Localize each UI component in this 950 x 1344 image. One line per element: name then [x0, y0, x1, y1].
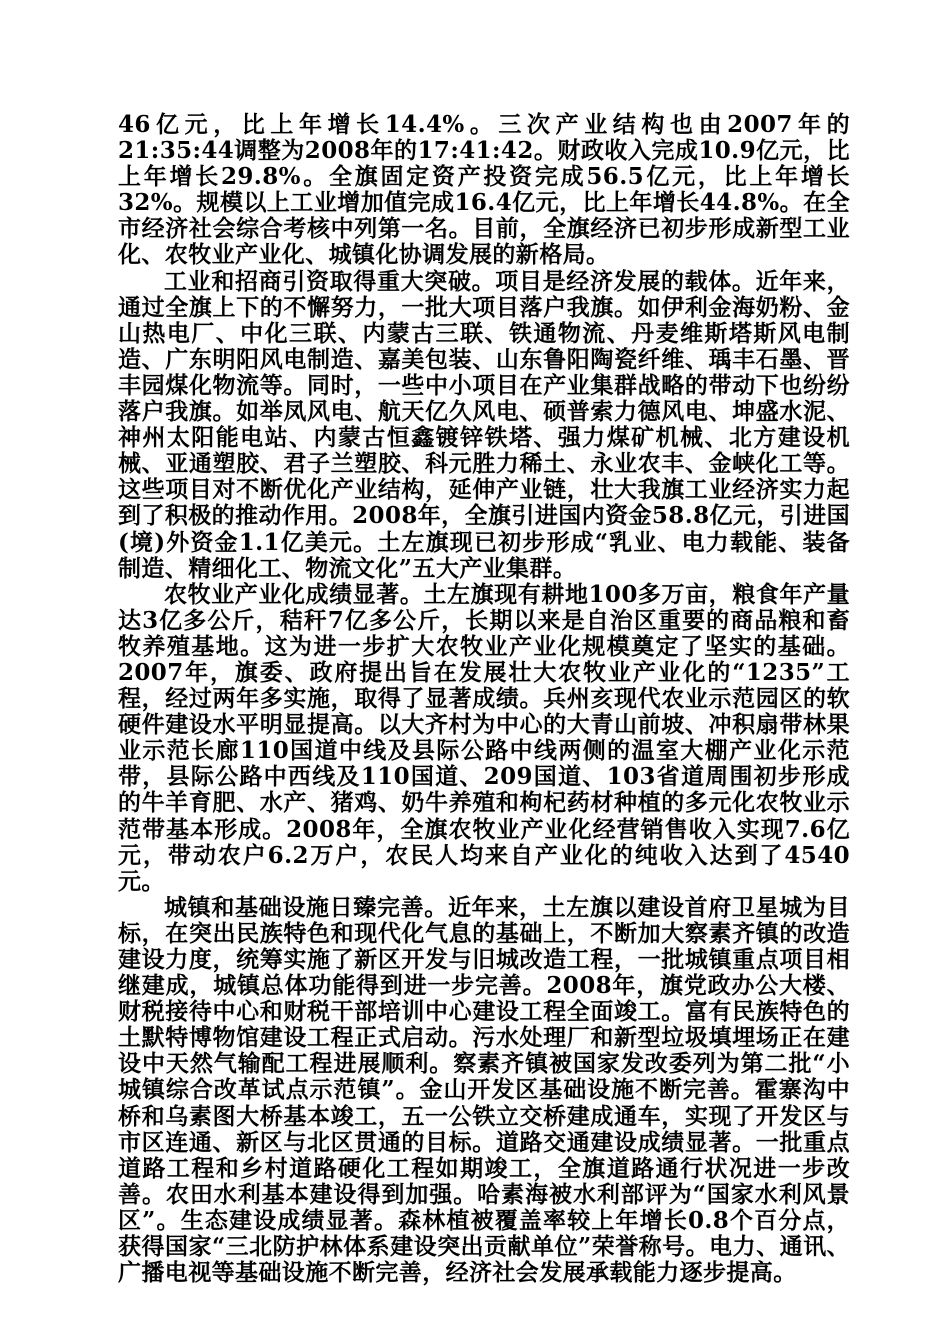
paragraph-industry-investment: 工业和招商引资取得重大突破。项目是经济发展的载体。近年来，通过全旗上下的不懈努力，一批大项目落户我旗。如伊利金海奶粉、金山热电厂、中化三联、内蒙古三联、铁通物流、丹麦维斯塔斯风电制造、广东明阳风电制造、嘉美包装、山东鲁阳陶瓷纤维、瑀丰石墨、晋丰园煤化物流等。同时，一些中小项目在产业集群战略的带动下也纷纷落户我旗。如举凤风电、航天亿久风电、硕普索力德风电、坤盛水泥、神州太阳能电站、内蒙古恒鑫镀锌铁塔、强力煤矿机械、北方建设机械、亚通塑胶、君子兰塑胶、科元胜力稀土、永业农丰、金峡化工等。这些项目对不断优化产业结构，延伸产业链，壮大我旗工业经济实力起到了积极的推动作用。2008年，全旗引进国内资金58.8亿元，引进国(境)外资金1.1亿美元。土左旗现已初步形成“乳业、电力载能、装备制造、精细化工、物流文化”五大产业集群。 [118, 267, 850, 582]
paragraph-urban-infrastructure: 城镇和基础设施日臻完善。近年来，土左旗以建设首府卫星城为目标，在突出民族特色和现代化气息的基础上，不断加大察素齐镇的改造建设力度，统筹实施了新区开发与旧城改造工程，一批城镇重点项目相继建成，城镇总体功能得到进一步完善。2008年，旗党政办公大楼、财税接待中心和财税干部培训中心建设工程全面竣工。富有民族特色的土默特博物馆建设工程正式启动。污水处理厂和新型垃圾填埋场正在建设中天然气输配工程进展顺利。察素齐镇被国家发改委列为第二批“小城镇综合改革试点示范镇”。金山开发区基础设施不断完善。霍寨沟中桥和乌素图大桥基本竣工，五一公铁立交桥建成通车，实现了开发区与市区连通、新区与北区贯通的目标。道路交通建设成绩显著。一批重点道路工程和乡村道路硬化工程如期竣工，全旗道路通行状况进一步改善。农田水利基本建设得到加强。哈素海被水利部评为“国家水利风景区”。生态建设成绩显著。森林植被覆盖率较上年增长0.8个百分点，获得国家“三北防护林体系建设突出贡献单位”荣誉称号。电力、通讯、 广播电视等基础设施不断完善，经济社会发展承载能力逐步提高。 [118, 893, 850, 1287]
document-page [118, 112, 850, 1286]
paragraph-economy-summary: 46亿元，比上年增长14.4%。三次产业结构也由2007年的21:35:44调整为2008年的17:41:42。财政收入完成10.9亿元，比上年增长29.8%。全旗固定资产投资完成56.5亿元，比上年增长32%。规模以上工业增加值完成16.4亿元，比上年增长44.8%。在全市经济社会综合考核中列第一名。目前，全旗经济已初步形成新型工业化、农牧业产业化、城镇化协调发展的新格局。 [118, 111, 850, 269]
paragraph-agriculture-industrialization: 农牧业产业化成绩显著。土左旗现有耕地100多万亩，粮食年产量达3亿多公斤，秸秆7亿多公斤，长期以来是自治区重要的商品粮和畜牧养殖基地。这为进一步扩大农牧业产业化规模奠定了坚实的基础。2007年，旗委、政府提出旨在发展壮大农牧业产业化的“1235”工程，经过两年多实施，取得了显著成绩。兵州亥现代农业示范园区的软硬件建设水平明显提高。以大齐村为中心的大青山前坡、冲积扇带林果业示范长廊110国道中线及县际公路中线两侧的温室大棚产业化示范带，县际公路中西线及110国道、209国道、103省道周围初步形成的牛羊育肥、水产、猪鸡、奶牛养殖和枸杞药材种植的多元化农牧业示范带基本形成。2008年，全旗农牧业产业化经营销售收入实现7.6亿元，带动农户6.2万户，农民人均来自产业化的纯收入达到了4540元。 [118, 580, 850, 895]
